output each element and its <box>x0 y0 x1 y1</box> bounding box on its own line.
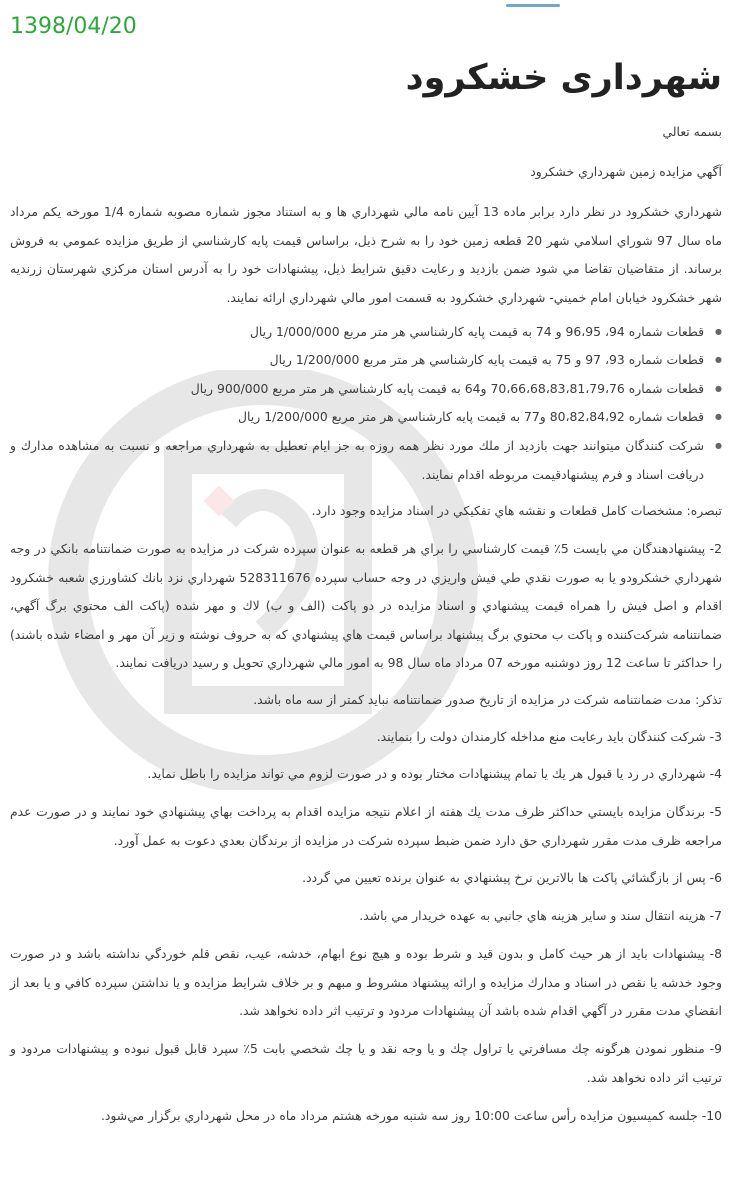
visit-info-item: ● شركت كنندگان ميتوانند جهت بازديد از ملك مورد نظر همه روزه به جز ايام تعطيل به شهرداري مراجعه و نسبت به مشاهده مدارك و دريافت اسناد و فرم پيشنهادقيمت مربوطه اقدام نمايند. <box>10 432 722 489</box>
date-stamp: 1398/04/20 <box>10 14 137 39</box>
clause-10: 10- جلسه كميسيون مزايده رأس ساعت 10:00 روز سه شنبه مورخه هشتم مرداد ماه در محل شهرداري برگزار مي‌شود. <box>100 1108 722 1123</box>
page-title: شهرداری خشکرود <box>405 58 722 98</box>
clause-9: 9- منظور نمودن هرگونه چك مسافرتي يا تراول چك و يا وجه نقد و يا چك شخصي بابت 5٪ سپرد قابل قبول نبوده و پيشنهادات مردود و ترتيب اثر داده نخواهد شد. <box>10 1041 722 1085</box>
clause-5: 5- برندگان مزايده بايستي حداكثر ظرف مدت يك هفته از اعلام نتيجه مزايده اقدام به پرداخت بهاي پيشنهادي خود نمايند و در صورت عدم مراجعه ظرف مدت مقرر شهرداري حق دارد ضمن ضبط سپرده شركت در مزايده از برندگان بعدي دعوت به عمل آورد. <box>10 804 722 848</box>
top-accent-line <box>506 4 560 7</box>
clause-7: 7- هزينه انتقال سند و ساير هزينه هاي جانبي به عهده خريدار مي باشد. <box>359 908 722 923</box>
caution-paragraph: تذكر: مدت ضمانتنامه شركت در مزايده از تاريخ صدور ضمانتنامه نبايد كمتر از سه ماه باشد. <box>253 692 722 707</box>
announcement-subtitle: آگهي مزايده زمين شهرداري خشكرود <box>530 164 722 179</box>
clause-6: 6- پس از بازگشائي پاكت ها بالاترين نرخ پيشنهادي به عنوان برنده تعيين مي گردد. <box>302 870 722 885</box>
clause-8: 8- پيشنهادات بايد از هر حيث كامل و بدون قيد و شرط بوده و هيچ نوع ابهام، خدشه، عيب، نقص قلم خوردگي نداشته باشد و در صورت وجود خدشه يا نقص در اسناد و مدارك مزايده و ارائه پيشنهاد مشروط و مبهم و بر خلاف شرايط مزايده و يا نداشتن سپرده كافي و يا بعد از انقضاي مدت مقرر در آگهي اقدام شده باشد آن پيشنهادات مردود و ترتيب اثر داده نخواهد شد. <box>10 946 722 1018</box>
clause-3: 3- شركت كنندگان بايد رعايت منع مداخله كارمندان دولت را بنمايند. <box>376 729 722 744</box>
clause-4: 4- شهرداري در رد يا قبول هر يك يا تمام پيشنهادات مختار بوده و در صورت لزوم مي تواند مزايده را باطل نمايد. <box>147 766 722 781</box>
lot-price-item: ● قطعات شماره 80،82،84،92 و77 به قيمت پايه كارشناسي هر متر مربع 1/200/000 ريال <box>10 403 722 432</box>
lot-price-item: ● قطعات شماره 94، 96،95 و 74 به قيمت پايه كارشناسي هر متر مربع 1/000/000 ريال <box>10 318 722 347</box>
lot-price-item: ● قطعات شماره 93، 97 و 75 به قيمت پايه كارشناسي هر متر مربع 1/200/000 ريال <box>10 346 722 375</box>
lot-price-item: ● قطعات شماره 70،66،68،83،81،79،76 و64 به قيمت پايه كارشناسي هر متر مربع 900/000 ريال <box>10 375 722 404</box>
clause-2: 2- پيشنهادهندگان مي بايست 5٪ قيمت كارشناسي را براي هر قطعه به عنوان سپرده شركت در مزايده به صورت ضمانتنامه بانكي در وجه شهرداري خشكرودو يا به صورت نقدي طي فيش واريزي در وجه حساب سپرده 528311676 شهرداري نزد بانك كشاورزي شعبه خشكرود اقدام و اصل فيش را همراه قيمت پيشنهادي و اسناد مزايده در دو پاكت (الف و ب) لاك و مهر شده (پاكت الف محتوي برگ آگهي، ضمانتنامه شركت‌كننده و پاكت ب محتوي برگ پيشنهاد براساس قيمت هاي پيشنهادي كه به حروف نوشته و زير آن مهر و امضاء شده باشند) را حداكثر تا ساعت 12 روز دوشنبه مورخه 07 مرداد ماه سال 98 به امور مالي شهرداري تحويل و رسيد دريافت نمايند. <box>10 541 723 670</box>
intro-paragraph: شهرداري خشكرود در نظر دارد برابر ماده 13 آيين نامه مالي شهرداري ها و به استناد مجوز شماره مصوبه شماره 1/4 مورخه يكم مرداد ماه سال 97 شوراي اسلامي شهر 20 قطعه زمين خود را به شرح ذيل، براساس قيمت پايه كارشناسي از طريق مزايده عمومي به فروش برساند. از متقاضيان تقاضا مي شود ضمن بازديد و رعايت دقيق شرايط ذيل، پيشنهادات خود را به آدرس استان مركزي شهرستان زرنديه شهر خشكرود خيابان امام خميني- شهرداري خشكرود به قسمت امور مالي شهرداري ارائه نمايند. <box>10 204 722 305</box>
note-paragraph: تبصره: مشخصات كامل قطعات و نقشه هاي تفكيكي در اسناد مزايده وجود دارد. <box>311 503 722 518</box>
basmala: بسمه تعالي <box>662 124 722 139</box>
